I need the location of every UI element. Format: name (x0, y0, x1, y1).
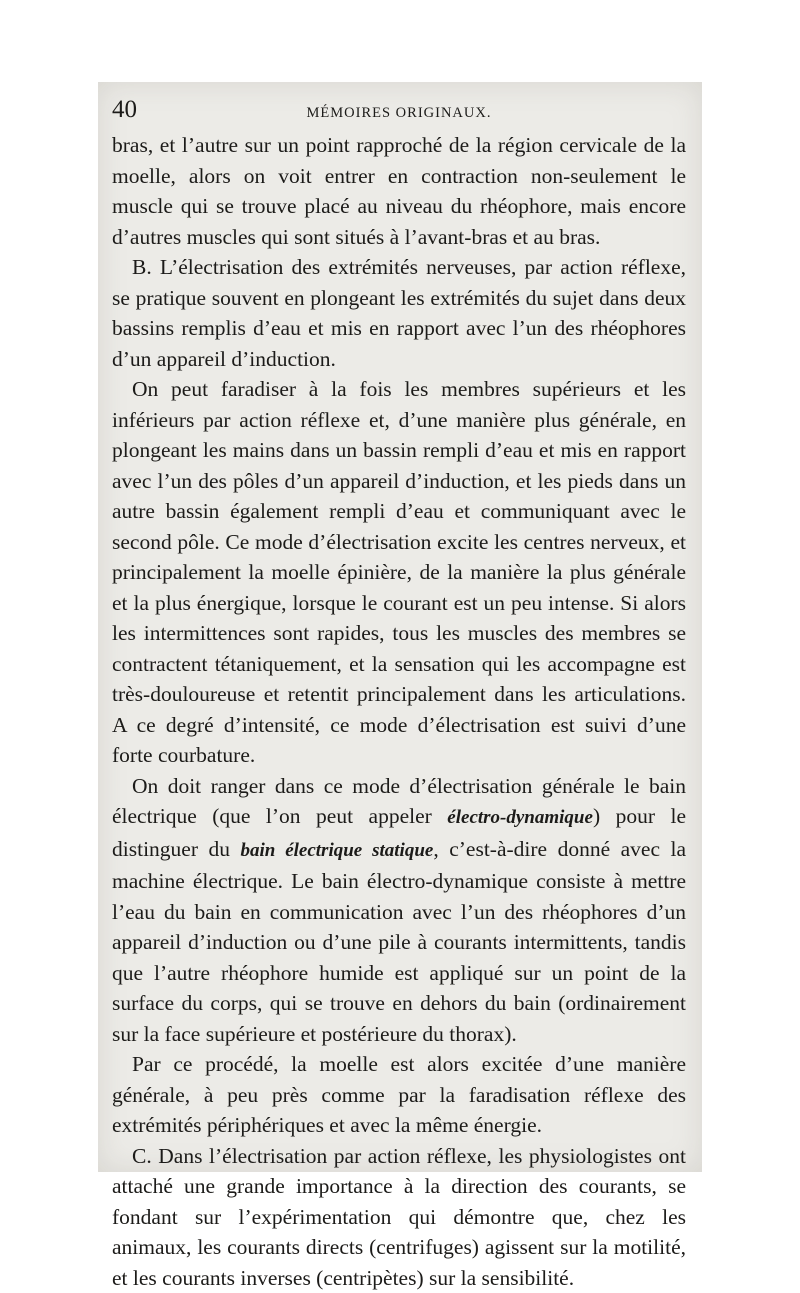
paragraph-section-c: C. Dans l’électrisation par action réflexe, les physiologistes ont attaché une grande importance à la direction des courants, se fondant sur l’expérimentation qui démontre que, chez les animaux, les courants directs (centrifuges) agissent sur la motilité, et les courants inverses (centripètes) sur la sensibilité. (112, 1141, 686, 1293)
document-page (112, 92, 686, 1293)
running-title: MÉMOIRES ORIGINAUX. (112, 105, 686, 122)
paragraph-faradisation: On peut faradiser à la fois les membres supérieurs et les inférieurs par action réflexe et, d’une manière plus générale, en plongeant les mains dans un bassin rempli d’eau et mis en rapport avec l’un des pôles d’un appareil d’induction, et les pieds dans un autre bassin également rempli d’eau et communiquant avec le second pôle. Ce mode d’électrisation excite les centres nerveux, et principalement la moelle épinière, de la manière la plus générale et la plus énergique, lorsque le courant est un peu intense. Si alors les intermittences sont rapides, tous les muscles des membres se contractent tétaniquement, et la sensation qui les accompagne est très-douloureuse et retentit principalement dans les articulations. A ce degré d’intensité, ce mode d’électrisation est suivi d’une forte courbature. (112, 374, 686, 771)
paragraph-procede: Par ce procédé, la moelle est alors excitée d’une manière générale, à peu près comme par la faradisation réflexe des extrémités périphériques et avec la même énergie. (112, 1049, 686, 1141)
italic-term-bain-statique: bain électrique statique (240, 840, 433, 861)
italic-term-electro-dynamique: électro-dynamique (447, 807, 593, 828)
text-segment: , c’est-à-dire donné avec la machine électrique. Le bain électro-dynamique consiste à mettre l’eau du bain en communication avec l’un des rhéophores d’un appareil d’induction ou d’une pile à courants intermittents, tandis que l’autre rhéophore humide est appliqué sur un point de la surface du corps, qui se trouve en dehors du bain (ordinairement sur la face supérieure et postérieure du thorax). (112, 837, 686, 1046)
text-segment: On doit ranger dans ce mode d’électrisation générale le bain électrique (que l’on peut appeler (112, 774, 686, 829)
text-segment: ) pour le distinguer du (112, 804, 686, 861)
page-number: 40 (112, 96, 137, 124)
paragraph-section-b: B. L’électrisation des extrémités nerveuses, par action réflexe, se pratique souvent en plongeant les extrémités du sujet dans deux bassins remplis d’eau et mis en rapport avec l’un des rhéophores d’un appareil d’induction. (112, 252, 686, 374)
running-header (112, 92, 686, 126)
paragraph-continued: bras, et l’autre sur un point rapproché de la région cervicale de la moelle, alors on voit entrer en contraction non-seulement le muscle qui se trouve placé au niveau du rhéophore, mais encore d’autres muscles qui sont situés à l’avant-bras et au bras. (112, 130, 686, 252)
body-text (112, 130, 686, 1293)
paragraph-bain-electrique (112, 771, 686, 1050)
